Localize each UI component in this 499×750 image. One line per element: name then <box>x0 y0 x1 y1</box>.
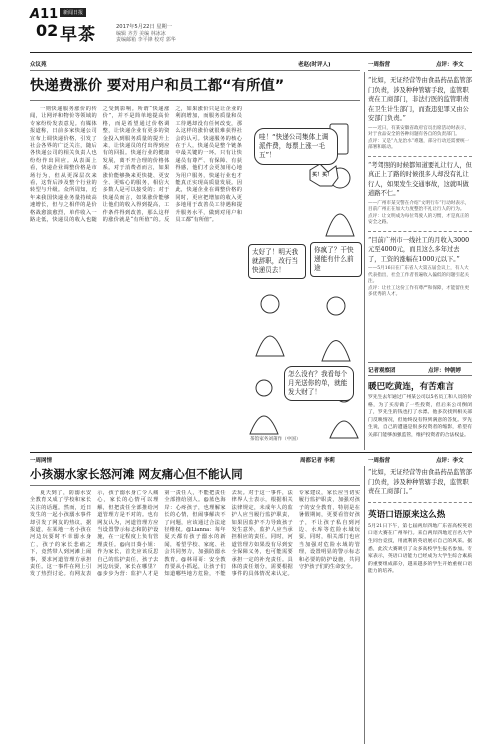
sidebar-item3-source: ——5月16日在广东省人大第五届会议上，有人大代表指出，社会工作者普遍收入偏低的问题引起关注。 <box>368 266 470 285</box>
bottom-headline-rule <box>30 485 360 486</box>
bottom-sidebar-body: 5月21日下午，第七届两岸四地广东省高校英语口语大赛在广州举行。来自两岸四地近百名大学生同台竞技，用流利的英语展示自己的风采。据悉，此次大赛吸引了众多高校学生报名参加。专家表示，英语口语能力已经成为大学生综合素质的重要组成部分，越来越多的学生开始重视口语能力的培养。 <box>368 523 472 575</box>
bottom-sidebar-author: 点评：李文 <box>436 458 464 464</box>
bottom-section-rule <box>30 452 472 453</box>
bottom-reporter-tag: 周都记者 李莉 <box>300 458 335 464</box>
edition-badge <box>30 7 58 22</box>
box-top-rule <box>368 362 472 363</box>
bottom-headline: 小孩溺水家长怒河滩 网友痛心但不能认同 <box>30 467 243 481</box>
bottom-sidebar-quote: “比如，无证经营等由食品药品监管部门负责，涉及种种管辖手段，监管职责在工商部门。” <box>368 469 472 496</box>
column-divider <box>364 72 365 450</box>
sidebar-item1-quote: “比如，无证经营等由食品药品监管部门负责，涉及种种管辖手段，监管职责在工商部门，非法行医的监管职责在卫生计生部门，而查违犯罪又由公安部门负责。” <box>368 77 472 123</box>
bottom-column-divider <box>364 466 365 744</box>
main-article-body <box>30 106 242 444</box>
section-tag-opinion: 众议苑 <box>30 62 47 68</box>
columnist-tag: 老赵(时评人) <box>298 62 331 68</box>
edition-letter: A <box>30 7 41 22</box>
bottom-sidebar <box>368 468 472 744</box>
bottom-section-tag: 一周网情 <box>30 458 53 464</box>
main-headline: 快递费涨价 要对用户和员工都“有所值” <box>30 78 285 94</box>
issue-date: 2017年5月22日 星期一 <box>116 24 172 30</box>
editor-line: 编辑 齐芳 美编 林冰冰 <box>116 31 166 37</box>
cartoon-credit: 茶馆家务刘莆作（中国） <box>250 437 301 442</box>
sidebar-tag-rule <box>368 70 472 71</box>
bottom-sidebar-title: 一周指营 <box>368 458 391 464</box>
edition-number: 11 <box>40 7 59 22</box>
sidebar-top <box>368 76 472 358</box>
cartoon-bubble-bottom: 怎么没有？我看每个月光送你的单，就能发大财了！ <box>284 366 354 401</box>
sidebar-item3-quote: “目前广州市一线社工的月收入3000元至4000元，而且这么多年过去了，工资的涨幅在1000元以下。” <box>368 236 470 263</box>
bottom-sidebar-headline: 英语口语原来这么热 <box>368 509 446 520</box>
box-tag: 记者观察团 <box>368 368 396 374</box>
bottom-article-body <box>30 490 360 742</box>
box-author: 点评：钟朝婷 <box>428 368 462 374</box>
masthead-rule <box>30 52 472 53</box>
cartoon <box>248 106 360 444</box>
sidebar-title: 一周指营 <box>368 62 391 68</box>
cartoon-bubble-left: 太好了！明天我就辞职，改行当快递员去！ <box>248 244 306 279</box>
top-tag-rule <box>30 70 360 71</box>
sidebar-author: 点评：李文 <box>436 62 464 68</box>
masthead <box>30 3 470 45</box>
issue-number: 02 <box>36 21 59 40</box>
headline-rule <box>30 100 360 101</box>
proof-line: 责编邮箱 李平锋 校对 郭华 <box>116 37 176 43</box>
bottom-sidebar-divider <box>368 502 472 503</box>
bottom-article-text: 夏天到了，防溺水安全教育又成了学校和家长关注的话题。然而，近日发生的一起小孩溺水事件却引发了网友的热议。据报道，在某地一名小孩在河边玩耍时不幸溺水身亡，孩子的家长悲痛之下，竟然带人到河滩上闹事，要求河道管理方承担责任。这一事件在网上引发了热烈讨论。有网友表示，孩子溺水身亡令人痛心，家长的心情可以理解，但把责任全部推给河道管理方是不对的。也有网友认为，河道管理方应当设置警示标志和防护设施，在一定程度上负有管理责任。@向日葵小姐：作为家长，首先应该反思自己的监护责任，孩子去河边玩耍，家长在哪里？@步步为营：监护人才是第一责任人，不能把责任全部推给别人。@蓝色海岸：心疼孩子，也理解家长的心情，但闹事解决不了问题，应该通过合法途径维权。@Lianna：每年夏天都有孩子溺水的新闻，希望学校、家庭、社会共同努力，加强防溺水教育。@林哥哥：安全教育要从小抓起，让孩子们知道哪些地方危险，不能去玩。对于这一事件，法律界人士表示，根据相关法律规定，未成年人的监护人应当履行监护职责，如果因监护不力导致孩子发生意外，监护人应当承担相应的责任。同时，河道管理方如果没有尽到安全保障义务，也可能需要承担一定的补充责任。具体的责任划分，需要根据事件的具体情况来认定。专家建议，家长应当切实履行监护职责，加强对孩子的安全教育，特别是在暑假期间，更要看管好孩子，不让孩子私自到河边、水库等危险水域玩耍。同时，相关部门也应当加强对危险水域的管理，设置明显的警示标志和必要的防护设施，共同守护孩子们的生命安全。 <box>30 490 360 578</box>
sidebar-item2-note: 点评：让文明成为每位驾驶人的习惯，才是真正的安全之路。 <box>368 213 470 226</box>
section-title: 早茶 <box>60 25 96 45</box>
box-headline: 暖巴吃黄连，有苦难言 <box>368 382 454 392</box>
sidebar-divider <box>368 231 472 232</box>
box-body: 罗先生去年通过广州某公司以5名员工和人员的价格，为了买房做了一些投资，但后来公司倒闭了，罗先生的钱也打了水漂。他多次找到相关部门反映情况，但始终没有得到满意的答复。罗先生说，自己的遭遇是很多投资者的缩影，希望有关部门能够加强监管，维护投资者的合法权益。 <box>368 395 472 438</box>
cartoon-exclaim: 买！买！ <box>312 172 333 178</box>
sidebar-item2-source: ——广州市某交警在介绍“文明行车”行动时表示，目前广州正在加大力度整治不礼让行人的行为。 <box>368 200 470 213</box>
cartoon-bubble-top: 哇！“快递公司集体上调派件费，每票上涨一毛五”！ <box>254 128 338 165</box>
box-tag-rule <box>368 375 472 376</box>
section-subtitle: 新闻日报 <box>60 8 86 17</box>
sidebar-item3-note: 点评：让社工这份工作有尊严和保障，才能留住更多优秀的人才。 <box>368 285 470 297</box>
sidebar-divider <box>368 156 472 157</box>
main-article-text: 一则快递服务涨价的传闻，让网评和物价等领域的专家纷纷发表意见。有媒体报道称，日前多家快递公司宣布上调快递价格，引发了社会各界的广泛关注，随后各快递公司的相关负责人也纷纷作出回应。从表面上看，快递企业调整价格是市场行为，但从更深层次来看，这背后涉及整个行业的转型与升级。众所周知，近年来我国快递业务量持续高速增长，但与之相伴的是价格战愈演愈烈，单件收入一路走低，快递员的收入也随之受到影响。所谓“快递涨价”，并不是简单地提高价格，而是希望通过价格调整，让快递企业有更多的资金投入到服务质量的提升上来，让快递员的付出得到应有的回报。快递行业的健康发展，离不开合理的价格体系。对于消费者而言，如果涨价能够换来更快捷、更安全、更贴心的服务，相信大多数人是可以接受的；对于快递员而言，如果涨价能够让他们的收入得到提高，工作条件得到改善，那么这样的涨价就是“有所值”的。反之，如果涨价只是让企业的利润增加，而服务质量和员工待遇却没有任何改变，那么这样的涨价就很难获得社会的认可。快递服务的核心在于人，快递员是整个链条中最关键的一环。只有让快递员有尊严、有保障、有获得感，他们才会更加用心地为用户服务，快递行业也才能真正实现高质量发展。因此，快递企业在调整价格的同时，更应把增加的收入更多地用于改善员工待遇和提升服务水平，做到对用户和员工都“有所值”。 <box>30 106 242 224</box>
sidebar-item1-note: 点评：又是“九龙治水”难题，部分行动还需要统一部署和联动。 <box>368 138 470 151</box>
sidebar-item1-source: ——近日，有某安徽省政府官员出席活动时表示，对于食品安全的各种问题有各自的负责部门。 <box>368 125 470 138</box>
cartoon-bubble-right: 你疯了？干快递能有什么前途 <box>310 242 362 277</box>
sidebar-item2-quote: “考驾照的时候都知道要礼让行人，但真正上了路的时候很多人却没有礼让行人，如果发生交通事故，这就叫做道路不仁。” <box>368 161 472 198</box>
